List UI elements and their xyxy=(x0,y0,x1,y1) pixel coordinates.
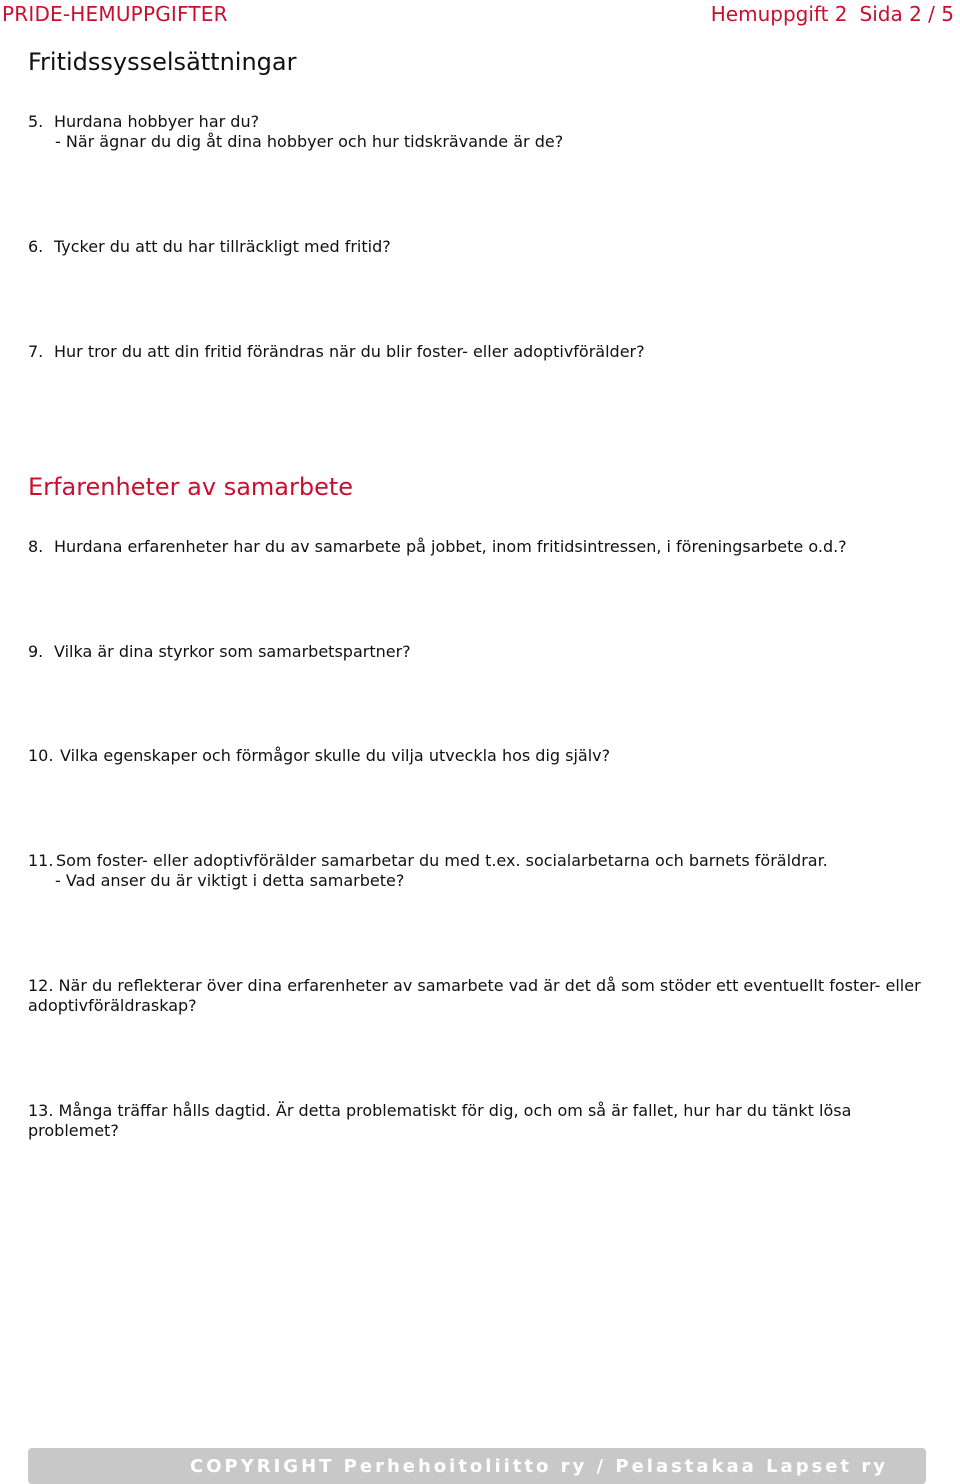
question-text: Vilka egenskaper och förmågor skulle du vilja utveckla hos dig själv? xyxy=(60,746,611,765)
question-6 xyxy=(28,237,940,257)
assignment-label: Hemuppgift 2 xyxy=(710,2,848,26)
question-10 xyxy=(28,746,940,766)
question-subtext: - Vad anser du är viktigt i detta samarbete? xyxy=(55,871,405,890)
question-12 xyxy=(28,976,940,1016)
question-number: 11. xyxy=(28,851,54,870)
question-number: 9. xyxy=(28,642,44,661)
question-number: 13. xyxy=(28,1101,54,1120)
question-text: Vilka är dina styrkor som samarbetspartner? xyxy=(54,642,411,661)
question-text: Många träffar hålls dagtid. Är detta problematiskt för dig, och om så är fallet, hur har du tänkt lösa problemet? xyxy=(28,1101,852,1140)
question-number: 6. xyxy=(28,237,44,256)
page-number: Sida 2 / 5 xyxy=(859,2,954,26)
question-text: Som foster- eller adoptivförälder samarbetar du med t.ex. socialarbetarna och barnets föräldrar. xyxy=(56,851,828,870)
question-subtext: - När ägnar du dig åt dina hobbyer och hur tidskrävande är de? xyxy=(55,132,564,151)
question-7 xyxy=(28,342,940,362)
section-title-leisure: Fritidssysselsättningar xyxy=(28,48,297,76)
question-11 xyxy=(28,851,940,891)
question-text: Hurdana erfarenheter har du av samarbete på jobbet, inom fritidsintressen, i föreningsarbete o.d.? xyxy=(54,537,847,556)
question-9 xyxy=(28,642,940,662)
question-text: Hur tror du att din fritid förändras när du blir foster- eller adoptivförälder? xyxy=(54,342,645,361)
section-title-cooperation: Erfarenheter av samarbete xyxy=(28,473,354,501)
program-title: PRIDE-HEMUPPGIFTER xyxy=(2,2,228,26)
page-indicator xyxy=(699,2,954,26)
copyright-text: COPYRIGHT Perhehoitoliitto ry / Pelastakaa Lapset ry xyxy=(190,1456,888,1477)
question-number: 7. xyxy=(28,342,44,361)
question-text: När du reflekterar över dina erfarenheter av samarbete vad är det då som stöder ett eventuellt foster- eller adoptivföräldraskap? xyxy=(28,976,921,1015)
question-number: 12. xyxy=(28,976,54,995)
question-number: 5. xyxy=(28,112,44,131)
question-number: 8. xyxy=(28,537,44,556)
question-text: Hurdana hobbyer har du? xyxy=(54,112,260,131)
question-5 xyxy=(28,112,940,152)
question-8 xyxy=(28,537,940,557)
question-13 xyxy=(28,1101,940,1141)
question-number: 10. xyxy=(28,746,54,765)
question-text: Tycker du att du har tillräckligt med fritid? xyxy=(54,237,391,256)
